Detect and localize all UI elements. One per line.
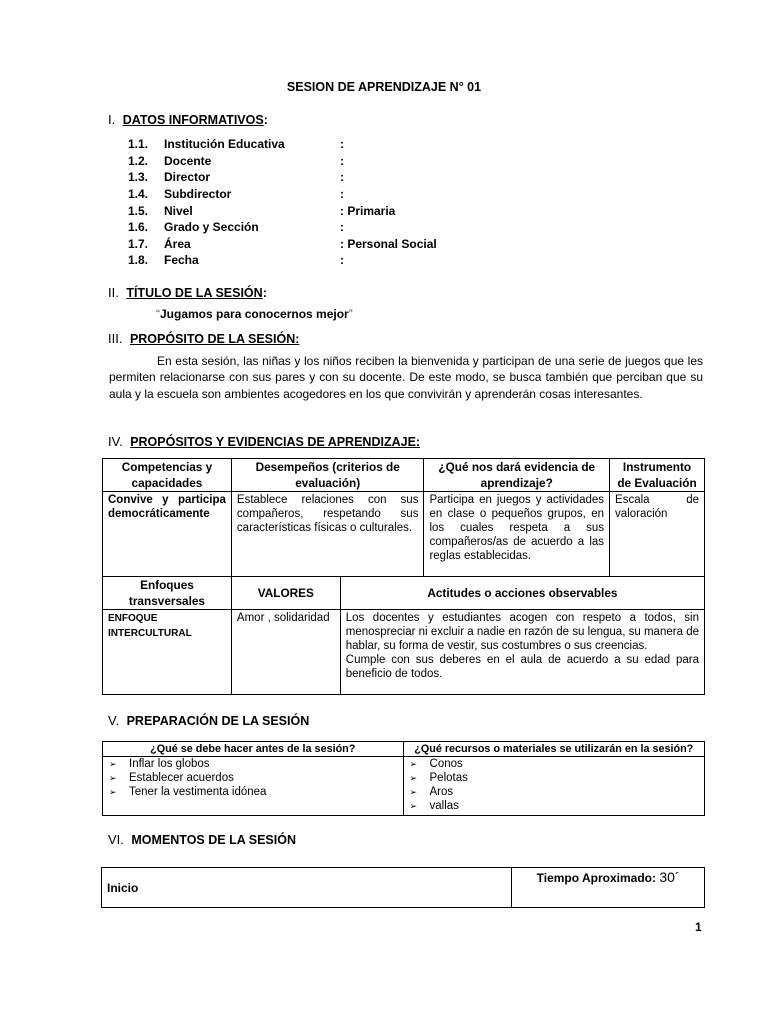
cell-inicio: Inicio — [102, 868, 512, 908]
list-item-text: Pelotas — [429, 772, 468, 784]
datos-number: 1.3. — [128, 170, 149, 185]
cell-competencia: Convive y participa democráticamente — [103, 492, 232, 577]
list-item-text: Establecer acuerdos — [129, 772, 234, 784]
section-preparacion — [108, 713, 309, 728]
section-number: IV. — [108, 434, 123, 449]
datos-value: : — [340, 153, 344, 168]
datos-value: : — [340, 187, 344, 202]
section-suffix: : — [263, 113, 268, 127]
section-title: DATOS INFORMATIVOS — [122, 113, 264, 127]
datos-number: 1.8. — [128, 253, 149, 268]
section-title: PROPÓSITO DE LA SESIÓN: — [129, 332, 300, 346]
section-title: TÍTULO DE LA SESIÓN — [126, 286, 263, 300]
datos-row — [128, 153, 437, 170]
arrow-bullet-icon: ➢ — [409, 759, 418, 769]
arrow-bullet-icon: ➢ — [109, 773, 117, 783]
header-desempenos: Desempeños (criterios de evaluación) — [231, 459, 424, 492]
list-item-text: Inflar los globos — [129, 758, 210, 770]
list-item — [410, 799, 699, 813]
header-competencias: Competencias y capacidades — [103, 459, 232, 492]
list-item-text: Aros — [429, 786, 454, 798]
arrow-bullet-icon: ➢ — [409, 801, 418, 811]
datos-row — [128, 202, 437, 219]
arrow-bullet-icon: ➢ — [109, 787, 117, 797]
datos-number: 1.1. — [128, 137, 149, 152]
prep-header-before: ¿Qué se debe hacer antes de la sesión? — [103, 742, 404, 757]
cell-valores: Amor , solidaridad — [231, 610, 340, 695]
datos-list — [128, 136, 437, 269]
list-item — [109, 785, 398, 799]
datos-row — [128, 219, 437, 236]
datos-label: Nivel — [164, 203, 193, 218]
purpose-paragraph: En esta sesión, las niñas y los niños reciben la bienvenida y participan de una serie de juegos que les permiten relacionarse con sus pares y con su docente. De este modo, se busca también que perciban que su aula y la escuela son ambientes acogedores en los que convivirán y aprenderán cosas interesantes. — [109, 354, 703, 401]
datos-value: : — [340, 253, 344, 268]
datos-row — [128, 186, 437, 203]
preparation-table — [102, 741, 705, 816]
session-title — [156, 307, 353, 321]
before-list — [109, 757, 398, 799]
section-momentos — [108, 832, 296, 847]
section-number: VI. — [108, 832, 124, 847]
cell-desempeno: Establece relaciones con sus compañeros, respetando sus características físicas o culturales. — [231, 492, 424, 577]
actitud-2: Cumple con sus deberes en el aula de acuerdo a su edad para beneficio de todos. — [345, 654, 699, 680]
datos-label: Área — [164, 236, 191, 251]
tiempo-label: Tiempo Aproximado: — [536, 871, 656, 885]
datos-value: : Personal Social — [340, 236, 437, 251]
session-title-text: Jugamos para conocernos mejor — [160, 307, 349, 321]
datos-label: Fecha — [164, 253, 199, 268]
section-propositos-evidencias — [108, 434, 420, 449]
section-suffix: : — [262, 286, 267, 300]
cell-tiempo — [512, 868, 705, 908]
datos-label: Subdirector — [164, 187, 232, 202]
list-item — [410, 785, 699, 799]
resources-list — [410, 757, 699, 813]
datos-value: : Primaria — [340, 203, 396, 218]
datos-number: 1.7. — [128, 236, 149, 251]
document-title: SESION DE APRENDIZAJE N° 01 — [286, 80, 482, 94]
list-item-text: Conos — [429, 758, 463, 770]
actitud-1: Los docentes y estudiantes acogen con respeto a todos, sin menospreciar ni excluir a nadie en razón de su lengua, su manera de hablar, su forma de vestir, sus costumbres o sus creencias. — [345, 612, 699, 652]
list-item — [109, 771, 398, 785]
section-number: II. — [108, 285, 119, 300]
section-number: I. — [108, 112, 116, 127]
datos-label: Docente — [164, 153, 212, 168]
arrow-bullet-icon: ➢ — [409, 787, 418, 797]
datos-label: Grado y Sección — [164, 220, 259, 235]
section-datos-informativos — [108, 112, 268, 127]
header-evidencia: ¿Qué nos dará evidencia de aprendizaje? — [424, 459, 610, 492]
list-item — [410, 757, 699, 771]
section-title: MOMENTOS DE LA SESIÓN — [131, 833, 296, 847]
datos-row — [128, 169, 437, 186]
header-actitudes: Actitudes o acciones observables — [340, 577, 704, 610]
arrow-bullet-icon: ➢ — [409, 773, 418, 783]
datos-value: : — [340, 137, 344, 152]
section-proposito — [108, 331, 299, 346]
datos-number: 1.5. — [128, 203, 149, 218]
list-item — [410, 771, 699, 785]
datos-row — [128, 236, 437, 253]
datos-value: : — [340, 220, 344, 235]
section-titulo — [108, 285, 267, 300]
prep-before-cell — [103, 757, 404, 816]
header-instrumento: Instrumento de Evaluación — [610, 459, 705, 492]
section-number: III. — [108, 331, 123, 346]
tiempo-value: 30´ — [659, 869, 680, 885]
open-quote: “ — [156, 307, 160, 321]
cell-instrumento: Escala de valoración — [610, 492, 705, 577]
list-item-text: vallas — [429, 800, 459, 812]
arrow-bullet-icon: ➢ — [109, 759, 117, 769]
list-item — [109, 757, 398, 771]
cell-evidencia: Participa en juegos y actividades en clase o pequeños grupos, en los cuales respeta a sus compañeros/as de acuerdo a las reglas establecidas. — [424, 492, 610, 577]
moments-table — [101, 867, 705, 908]
list-item-text: Tener la vestimenta idónea — [129, 786, 267, 798]
datos-label: Institución Educativa — [164, 137, 285, 152]
prep-resources-cell — [403, 757, 704, 816]
datos-number: 1.6. — [128, 220, 149, 235]
page-number: 1 — [695, 920, 702, 934]
datos-number: 1.2. — [128, 153, 149, 168]
datos-value: : — [340, 170, 344, 185]
datos-row — [128, 136, 437, 153]
datos-row — [128, 252, 437, 269]
evidence-table — [102, 458, 705, 695]
prep-header-resources: ¿Qué recursos o materiales se utilizarán en la sesión? — [403, 742, 704, 757]
section-title: PROPÓSITOS Y EVIDENCIAS DE APRENDIZAJE: — [130, 435, 421, 449]
datos-label: Director — [164, 170, 211, 185]
close-quote: ” — [348, 307, 353, 321]
cell-enfoque: ENFOQUE INTERCULTURAL — [103, 610, 232, 695]
datos-number: 1.4. — [128, 187, 149, 202]
section-number: V. — [108, 713, 120, 728]
header-valores: VALORES — [231, 577, 340, 610]
cell-actitudes — [340, 610, 704, 695]
header-enfoques: Enfoques transversales — [103, 577, 232, 610]
section-title: PREPARACIÓN DE LA SESIÓN — [126, 714, 310, 728]
